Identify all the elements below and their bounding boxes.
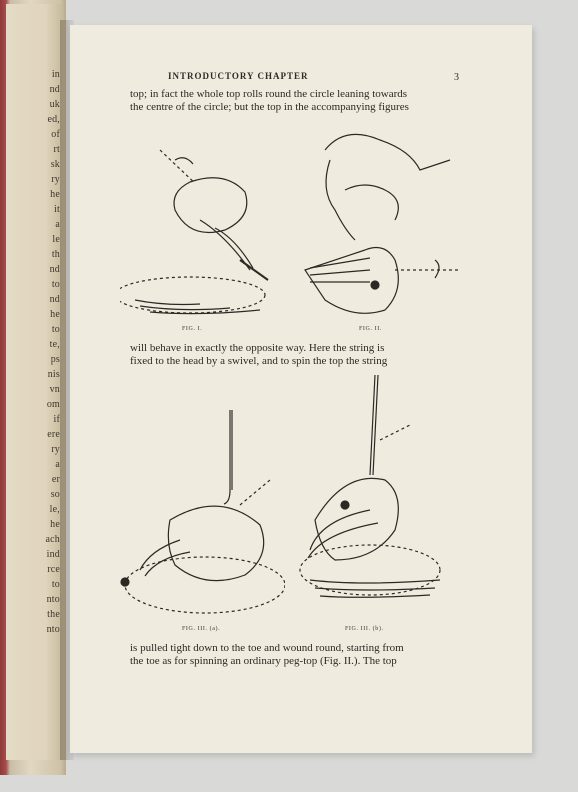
left-page-text-fragment: vn (49, 384, 60, 395)
left-page-text-fragment: ere (47, 429, 60, 440)
left-page-text-fragment: ry (51, 174, 60, 185)
left-page-text-fragment: nis (47, 369, 60, 380)
figure-1-illustration (120, 140, 290, 320)
left-page-text-fragment: ed, (47, 114, 60, 125)
left-page-text-fragment: er (51, 474, 60, 485)
figure-2-caption: FIG. II. (359, 326, 382, 332)
left-page-text-fragment: nto (46, 594, 60, 605)
figure-3a-illustration (110, 400, 285, 620)
paragraph-line: is pulled tight down to the toe and wound round, starting from (130, 642, 404, 654)
figure-1-caption: FIG. I. (182, 326, 203, 332)
running-header: INTRODUCTORY CHAPTER (168, 71, 309, 81)
left-page-text-fragment: ach (45, 534, 60, 545)
left-page-text-fragment: to (51, 324, 60, 335)
paragraph-line: top; in fact the whole top rolls round the circle leaning towards (130, 88, 408, 100)
page-number: 3 (454, 72, 459, 83)
left-page-text-fragment: le, (49, 504, 60, 515)
left-page-text-fragment: rt (53, 144, 60, 155)
left-page-text-fragment: ind (46, 549, 60, 560)
left-page-text-fragment: nd (49, 264, 60, 275)
left-page-text-fragment: sk (50, 159, 60, 170)
paragraph-line: the toe as for spinning an ordinary peg-top (Fig. II.). The top (130, 655, 397, 667)
paragraph-line: will behave in exactly the opposite way. Here the string is (130, 342, 385, 354)
left-page-text-fragment: of (51, 129, 60, 140)
left-page-text-fragment: a (55, 459, 60, 470)
left-page-text-fragment: to (51, 579, 60, 590)
left-page-text-fragment: nd (49, 84, 60, 95)
left-page-text-fragment: rce (47, 564, 60, 575)
left-page-text-fragment: so (50, 489, 60, 500)
left-page-text-fragment: th (51, 249, 60, 260)
left-page-text-fragment: te, (49, 339, 60, 350)
paragraph-line: the centre of the circle; but the top in the accompanying figures (130, 101, 409, 113)
left-page-text-fragment: it (54, 204, 60, 215)
left-page-text-fragment: to (51, 279, 60, 290)
left-page-text-fragment: if (53, 414, 60, 425)
figure-3b-illustration (290, 370, 460, 620)
left-page-text-fragment: he (50, 189, 60, 200)
left-page-text-fragment: he (50, 519, 60, 530)
left-page-text-fragment: in (51, 69, 60, 80)
left-page-text-fragment: ps (50, 354, 60, 365)
left-page-text-fragment: the (47, 609, 60, 620)
left-page-text-fragment: nto (46, 624, 60, 635)
left-page-text-fragment: he (50, 309, 60, 320)
left-page-text-fragment: nd (49, 294, 60, 305)
paragraph-line: fixed to the head by a swivel, and to spin the top the string (130, 355, 388, 367)
left-page-text-fragment: uk (49, 99, 60, 110)
figure-2-illustration (285, 120, 460, 320)
figure-3b-caption: FIG. III. (b). (345, 626, 384, 632)
left-page (6, 4, 62, 760)
left-page-text-fragment: ry (51, 444, 60, 455)
left-page-text-fragment: om (46, 399, 60, 410)
left-page-text-fragment: le (52, 234, 60, 245)
left-page-text-fragment: a (55, 219, 60, 230)
figure-3a-caption: FIG. III. (a). (182, 626, 221, 632)
